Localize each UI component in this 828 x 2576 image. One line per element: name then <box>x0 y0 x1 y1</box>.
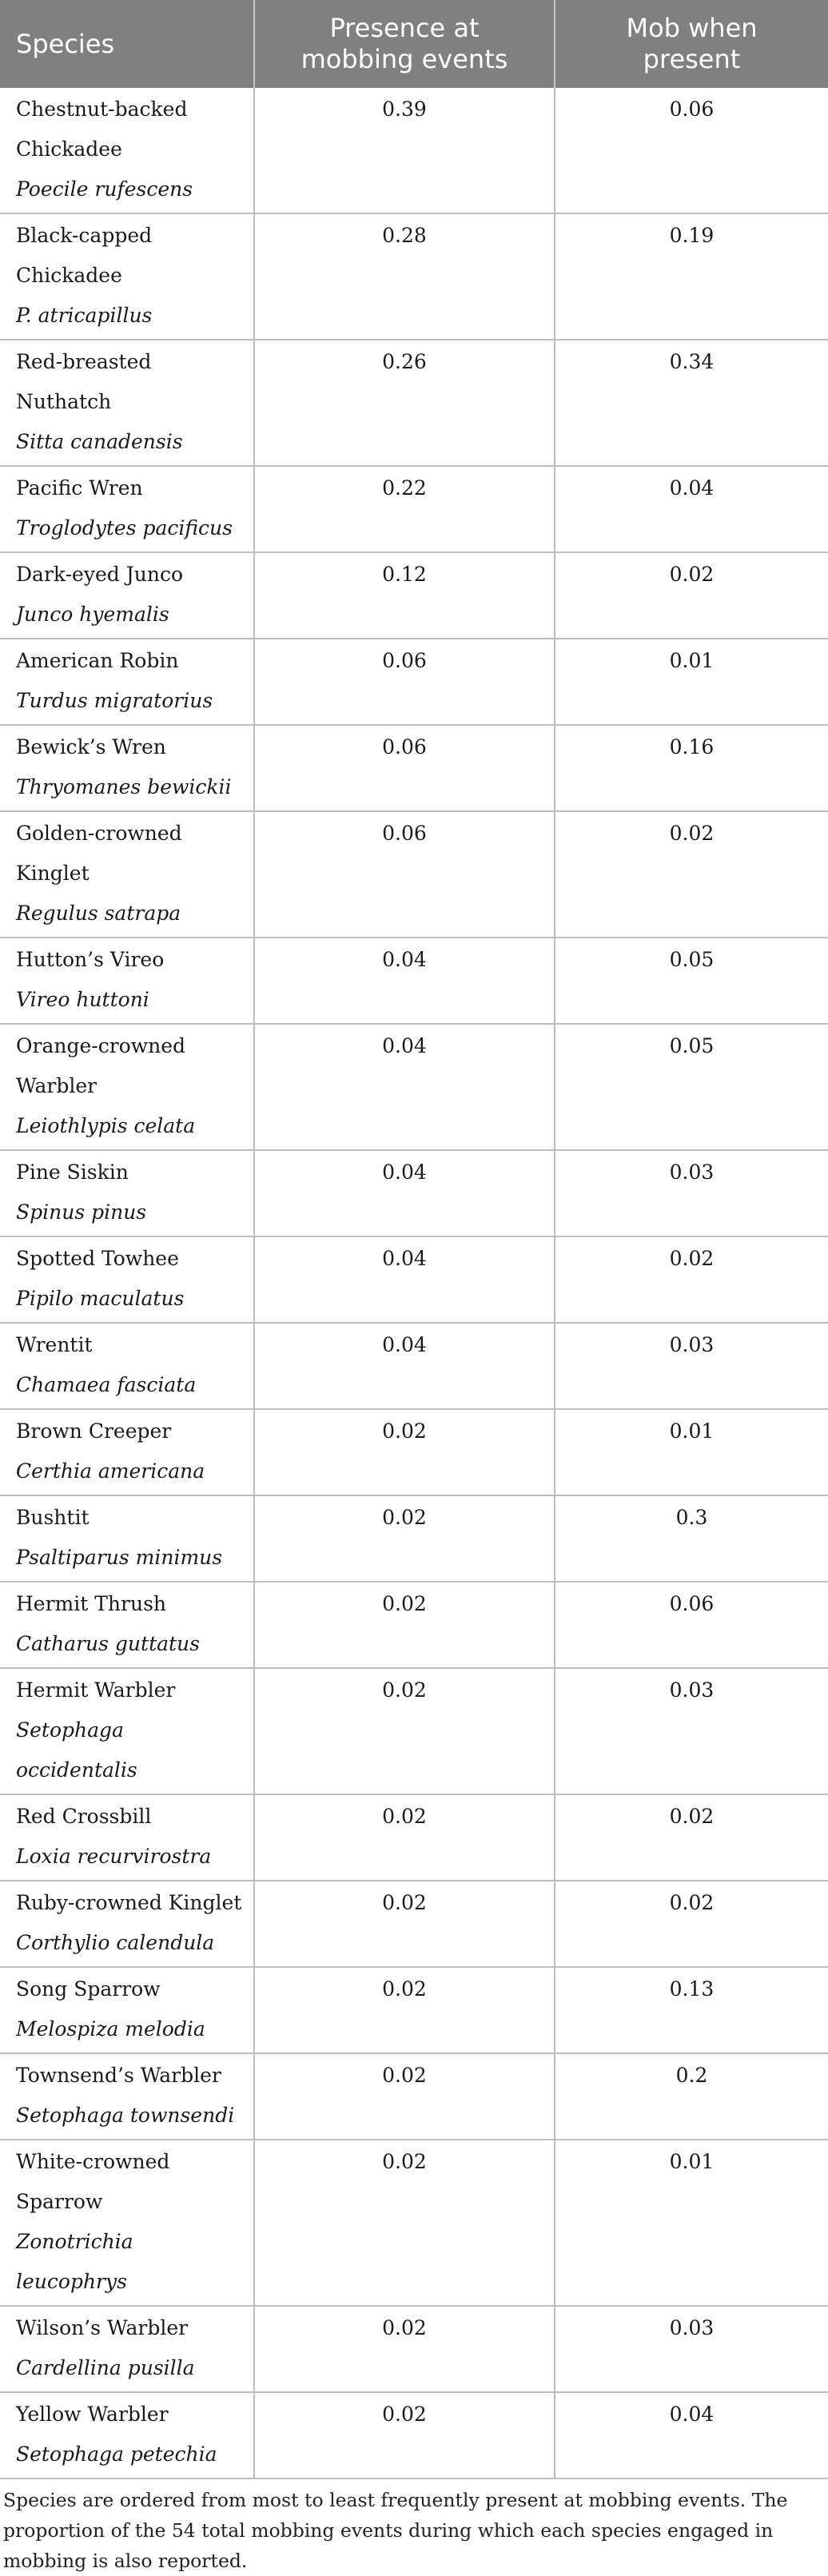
mob-value: 0.04 <box>555 2392 828 2478</box>
header-mob-line2: present <box>643 44 741 74</box>
mob-value: 0.02 <box>555 1881 828 1967</box>
table-row <box>0 1881 828 1967</box>
species-cell <box>0 1967 254 2053</box>
table-footnote: Species are ordered from most to least frequently present at mobbing events. The proportion of the 54 total mobbing events during which each species engaged in mobbing is also reported. <box>3 2489 788 2572</box>
presence-value: 0.02 <box>254 1668 555 1794</box>
common-name: Hermit Warbler <box>16 1678 176 1702</box>
common-name: Sparrow <box>16 2190 103 2213</box>
scientific-name: P. atricapillus <box>16 304 153 327</box>
mob-value: 0.02 <box>555 1236 828 1323</box>
scientific-name: Loxia recurvirostra <box>16 1845 212 1868</box>
header-presence <box>254 0 555 88</box>
common-name: Chickadee <box>16 137 122 161</box>
scientific-name: Leiothlypis celata <box>16 1114 196 1137</box>
mob-value: 0.05 <box>555 938 828 1024</box>
mob-value: 0.04 <box>555 466 828 552</box>
species-cell <box>0 2306 254 2392</box>
common-name: Song Sparrow <box>16 1977 161 2001</box>
species-cell <box>0 1495 254 1582</box>
table-row <box>0 1323 828 1409</box>
mob-value: 0.03 <box>555 1323 828 1409</box>
species-cell <box>0 1881 254 1967</box>
mob-value: 0.34 <box>555 340 828 466</box>
table-row <box>0 2392 828 2478</box>
scientific-name: Setophaga petechia <box>16 2443 217 2466</box>
common-name: Brown Creeper <box>16 1419 172 1443</box>
presence-value: 0.04 <box>254 1323 555 1409</box>
common-name: Pacific Wren <box>16 476 143 500</box>
mob-value: 0.03 <box>555 1668 828 1794</box>
common-name: Hermit Thrush <box>16 1592 167 1615</box>
scientific-name: Thryomanes bewickii <box>16 775 232 798</box>
species-cell <box>0 1323 254 1409</box>
species-cell <box>0 938 254 1024</box>
species-cell <box>0 466 254 552</box>
presence-value: 0.02 <box>254 2140 555 2306</box>
common-name: Wilson’s Warbler <box>16 2316 189 2339</box>
scientific-name: Corthylio calendula <box>16 1931 215 1954</box>
table-body <box>0 88 828 2478</box>
presence-value: 0.02 <box>254 1409 555 1495</box>
header-mob-line1: Mob when <box>626 13 758 43</box>
table-row <box>0 1024 828 1150</box>
table-row <box>0 1495 828 1582</box>
scientific-name: Regulus satrapa <box>16 902 181 925</box>
scientific-name: Turdus migratorius <box>16 689 213 712</box>
common-name: Chestnut-backed <box>16 98 188 121</box>
presence-value: 0.04 <box>254 938 555 1024</box>
table-row <box>0 552 828 639</box>
table-row <box>0 1409 828 1495</box>
mob-value: 0.2 <box>555 2053 828 2140</box>
mob-value: 0.02 <box>555 1794 828 1881</box>
common-name: Warbler <box>16 1074 98 1097</box>
scientific-name: Chamaea fasciata <box>16 1373 197 1396</box>
common-name: White-crowned <box>16 2150 170 2173</box>
table-row <box>0 88 828 213</box>
presence-value: 0.12 <box>254 552 555 639</box>
presence-value: 0.02 <box>254 2053 555 2140</box>
presence-value: 0.02 <box>254 1582 555 1668</box>
scientific-name: Spinus pinus <box>16 1200 147 1224</box>
common-name: Bewick’s Wren <box>16 735 166 758</box>
presence-value: 0.04 <box>254 1024 555 1150</box>
mob-value: 0.3 <box>555 1495 828 1582</box>
common-name: Bushtit <box>16 1506 90 1529</box>
common-name: Black-capped <box>16 224 153 247</box>
presence-value: 0.28 <box>254 213 555 340</box>
common-name: Golden-crowned <box>16 822 182 845</box>
scientific-name: Sitta canadensis <box>16 430 183 453</box>
table-row <box>0 466 828 552</box>
mob-value: 0.02 <box>555 811 828 938</box>
presence-value: 0.02 <box>254 1881 555 1967</box>
common-name: Chickadee <box>16 264 122 287</box>
mob-value: 0.06 <box>555 88 828 213</box>
scientific-name: Troglodytes pacificus <box>16 516 233 539</box>
common-name: Hutton’s Vireo <box>16 948 165 971</box>
table-row <box>0 1794 828 1881</box>
scientific-name: Certhia americana <box>16 1459 205 1483</box>
common-name: Wrentit <box>16 1333 93 1356</box>
species-cell <box>0 88 254 213</box>
species-cell <box>0 552 254 639</box>
table-row <box>0 639 828 725</box>
scientific-name: Melospiza melodia <box>16 2017 205 2040</box>
presence-value: 0.02 <box>254 2306 555 2392</box>
presence-value: 0.04 <box>254 1150 555 1236</box>
species-cell <box>0 340 254 466</box>
table-row <box>0 1236 828 1323</box>
species-cell <box>0 1150 254 1236</box>
table-row <box>0 2306 828 2392</box>
mob-value: 0.06 <box>555 1582 828 1668</box>
mob-value: 0.01 <box>555 2140 828 2306</box>
table-row <box>0 1150 828 1236</box>
presence-value: 0.02 <box>254 1794 555 1881</box>
mob-value: 0.02 <box>555 552 828 639</box>
presence-value: 0.06 <box>254 639 555 725</box>
species-cell <box>0 1794 254 1881</box>
presence-value: 0.06 <box>254 811 555 938</box>
table-header <box>0 0 828 88</box>
species-cell <box>0 1582 254 1668</box>
species-cell <box>0 1236 254 1323</box>
common-name: Spotted Towhee <box>16 1247 179 1270</box>
common-name: Yellow Warbler <box>16 2403 169 2426</box>
header-row <box>0 0 828 88</box>
presence-value: 0.06 <box>254 725 555 811</box>
table-row <box>0 340 828 466</box>
mob-value: 0.16 <box>555 725 828 811</box>
mob-value: 0.13 <box>555 1967 828 2053</box>
common-name: Pine Siskin <box>16 1161 129 1184</box>
species-cell <box>0 2053 254 2140</box>
common-name: Ruby-crowned Kinglet <box>16 1891 242 1914</box>
common-name: Kinglet <box>16 862 90 885</box>
scientific-name: Vireo huttoni <box>16 988 149 1011</box>
scientific-name: Catharus guttatus <box>16 1632 200 1655</box>
species-cell <box>0 2140 254 2306</box>
species-cell <box>0 2392 254 2478</box>
presence-value: 0.39 <box>254 88 555 213</box>
common-name: American Robin <box>16 649 179 672</box>
mob-value: 0.01 <box>555 1409 828 1495</box>
common-name: Townsend’s Warbler <box>16 2064 221 2087</box>
scientific-name: Cardellina pusilla <box>16 2356 195 2379</box>
common-name: Dark-eyed Junco <box>16 563 183 586</box>
table-row <box>0 1668 828 1794</box>
header-presence-line2: mobbing events <box>301 44 508 74</box>
scientific-name: Pipilo maculatus <box>16 1287 185 1310</box>
mob-value: 0.03 <box>555 2306 828 2392</box>
header-presence-line1: Presence at <box>329 13 480 43</box>
header-species: Species <box>16 28 115 59</box>
table-row <box>0 811 828 938</box>
species-cell <box>0 725 254 811</box>
mob-value: 0.19 <box>555 213 828 340</box>
table-row <box>0 938 828 1024</box>
scientific-name: Junco hyemalis <box>16 603 169 626</box>
presence-value: 0.22 <box>254 466 555 552</box>
presence-value: 0.02 <box>254 1967 555 2053</box>
species-cell <box>0 213 254 340</box>
table-row <box>0 725 828 811</box>
mob-value: 0.01 <box>555 639 828 725</box>
table-row <box>0 2140 828 2306</box>
mob-value: 0.03 <box>555 1150 828 1236</box>
common-name: Red Crossbill <box>16 1805 152 1828</box>
presence-value: 0.26 <box>254 340 555 466</box>
header-mob-when-present <box>555 0 828 88</box>
table-row <box>0 2053 828 2140</box>
presence-value: 0.04 <box>254 1236 555 1323</box>
presence-value: 0.02 <box>254 2392 555 2478</box>
species-cell <box>0 1024 254 1150</box>
presence-value: 0.02 <box>254 1495 555 1582</box>
scientific-name: Setophaga townsendi <box>16 2104 235 2127</box>
mob-value: 0.05 <box>555 1024 828 1150</box>
common-name: Orange-crowned <box>16 1034 185 1057</box>
table-row <box>0 1582 828 1668</box>
species-cell <box>0 639 254 725</box>
scientific-name: Setophaga occidentalis <box>16 1718 137 1782</box>
common-name: Red-breasted Nuthatch <box>16 350 152 413</box>
scientific-name: Zonotrichia leucophrys <box>16 2230 133 2293</box>
species-cell <box>0 811 254 938</box>
species-cell <box>0 1409 254 1495</box>
table-row <box>0 1967 828 2053</box>
scientific-name: Psaltiparus minimus <box>16 1546 223 1569</box>
species-cell <box>0 1668 254 1794</box>
scientific-name: Poecile rufescens <box>16 177 193 201</box>
table-row <box>0 213 828 340</box>
